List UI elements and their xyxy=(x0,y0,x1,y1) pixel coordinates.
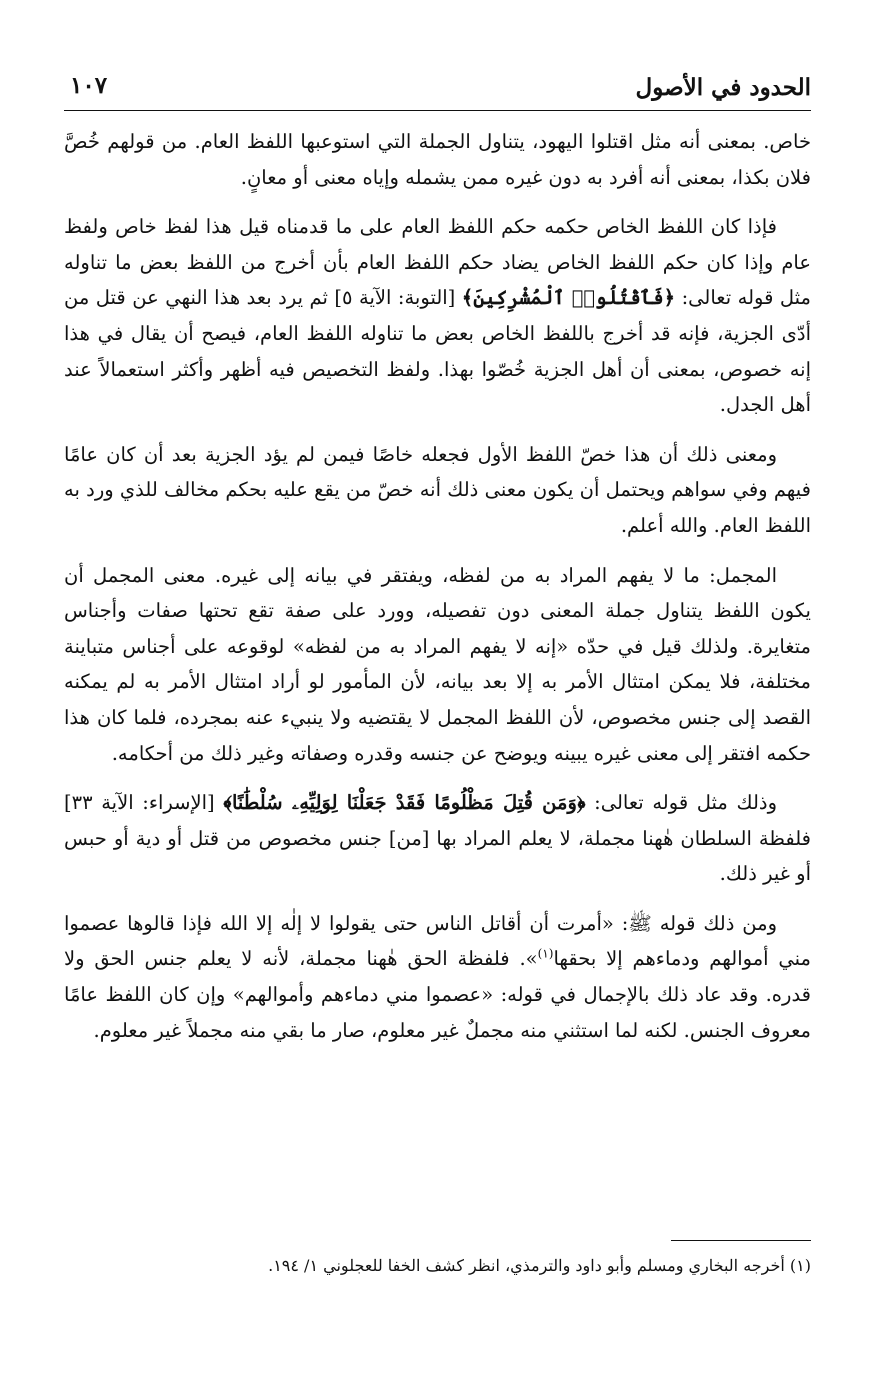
paragraph-6 xyxy=(64,906,811,1048)
page-number: ١٠٧ xyxy=(70,72,108,99)
paragraph-4: المجمل: ما لا يفهم المراد به من لفظه، ويفتقر في بيانه إلى غيره. معنى المجمل أن يكون اللفظ يتناول جملة المعنى دون تفصيله، وورد على صفة تقع تحتها صفات وأجناس متغايرة. ولذلك قيل في حدّه «إنه لا يفهم المراد به من لفظه» لوقوعه على أجناس متباينة مختلفة، فلا يمكن امتثال الأمر به إلا بعد بيانه، لأن المأمور لو أراد امتثال الأمر به لم يمكنه القصد إلى جنس مخصوص، لأن اللفظ المجمل لا يقتضيه ولا ينبيء عنه بمجرده، فلما كان هذا حكمه افتقر إلى معنى غيره يبينه ويوضح عن جنسه وقدره وصفاته وغير ذلك من أحكامه. xyxy=(64,563,811,765)
footnote: (١) أخرجه البخاري ومسلم وأبو داود والترمذي، انظر كشف الخفا للعجلوني ١/ ١٩٤. xyxy=(268,1256,811,1275)
paragraph-3: ومعنى ذلك أن هذا خصّ اللفظ الأول فجعله خاصًا فيمن لم يؤد الجزية بعد أن كان عامًا فيهم وفي سواهم ويحتمل أن يكون معنى ذلك أنه خصّ من يقع عليه بحكم مخالف للذي ورد به اللفظ العام. والله أعلم. xyxy=(64,442,811,537)
quran-verse-tawbah: ﴿فَٱقْتُلُوا۟ ٱلْمُشْرِكِينَ﴾ xyxy=(461,286,676,310)
footnote-divider xyxy=(671,1240,811,1241)
paragraph-6-text-before: ومن ذلك قوله ﷺ: «أمرت أن أقاتل الناس حتى يقولوا لا إلٰه إلا الله فإذا قالوها عصموا مني أموالهم ودماءهم إلا بحقها xyxy=(64,911,811,971)
main-text xyxy=(64,124,811,1062)
running-title: الحدود في الأصول xyxy=(635,74,811,101)
quran-verse-isra: ﴿وَمَن قُتِلَ مَظْلُومًا فَقَدْ جَعَلْنَا لِوَلِيِّهِۦ سُلْطَٰنًا﴾ xyxy=(223,791,586,815)
page-header xyxy=(70,72,811,106)
paragraph-5-text-after: [الإسراء: الآية ٣٣] فلفظة السلطان هٰهنا مجملة، لا يعلم المراد بها [من] جنس مخصوص من قتل أو دية أو حبس أو غير ذلك. xyxy=(64,791,811,886)
paragraph-6-text-after: ». فلفظة الحق هٰهنا مجملة، لأنه لا يعلم جنس الحق ولا قدره. وقد عاد ذلك بالإجمال في قوله: «عصموا مني دماءهم وأموالهم» وإن كان اللفظ عامًا معروف الجنس. لكنه لما استثني منه مجملٌ غير معلوم، صار ما بقي منه مجملاً غير معلوم. xyxy=(64,947,811,1042)
paragraph-5 xyxy=(64,785,811,892)
paragraph-1: خاص. بمعنى أنه مثل اقتلوا اليهود، يتناول الجملة التي استوعبها اللفظ العام. من قولهم خُصَّ فلان بكذا، بمعنى أنه أفرد به دون غيره ممن يشمله وإياه معنى أو معانٍ. xyxy=(64,130,811,189)
paragraph-2-text-after: [التوبة: الآية ٥] ثم يرد بعد هذا النهي عن قتل من أدّى الجزية، فإنه قد أخرج باللفظ الخاص بعض ما تناوله اللفظ العام، فيصح أن يقال في هذا إنه خصوص، بمعنى أن أهل الجزية خُصّوا بهذا. ولفظ التخصيص فيه أظهر وأكثر استعمالاً عند أهل الجدل. xyxy=(64,286,811,417)
paragraph-2-text-before: فإذا كان اللفظ الخاص حكمه حكم اللفظ العام على ما قدمناه قيل هذا لفظ خاص ولفظ عام وإذا كان حكم اللفظ الخاص يضاد حكم اللفظ العام بأن أخرج من اللفظ بعض ما تناوله مثل قوله تعالى: xyxy=(64,215,811,310)
header-divider xyxy=(64,110,811,111)
paragraph-5-text-before: وذلك مثل قوله تعالى: xyxy=(594,791,777,815)
footnote-marker: (١) xyxy=(537,946,554,961)
paragraph-2 xyxy=(64,209,811,423)
